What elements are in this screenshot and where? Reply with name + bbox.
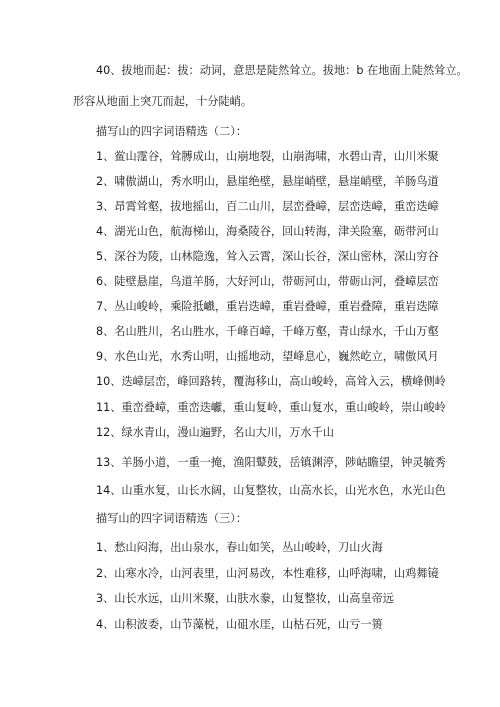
list-item: 3、昂霄耸壑，拔地摇山，百二山川，层峦叠嶂，层峦迭嶂，重峦迭嶂 <box>96 200 439 213</box>
list-item: 4、湖光山色，航海梯山，海桑陵谷，回山转海，津关险塞，砺带河山 <box>96 225 439 238</box>
list-item: 5、深谷为陵，山林隐逸，耸入云霄，深山长谷，深山密林，深山穷谷 <box>96 250 439 263</box>
list-item: 3、山长水远，山川米聚，山肤水豢，山复整妆，山高皇帝远 <box>96 592 394 605</box>
list-item: 11、重峦叠嶂，重峦迭巘，重山复岭，重山复水，重山峻岭，崇山峻岭 <box>96 401 446 414</box>
list-item: 2、山寒水冷，山河表里，山河易改，本性难移，山呼海啸，山鸡舞镜 <box>96 567 439 580</box>
list-item: 1、愁山闷海，出山泉水，春山如笑，丛山峻岭，刀山火海 <box>96 541 383 554</box>
list-item: 10、迭嶂层峦，峰回路转，覆海移山，高山峻岭，高耸入云，横峰侧岭 <box>96 375 446 388</box>
list-item: 13、羊肠小道，一重一掩，渔阳鼙鼓，岳镇渊渟，陟岵瞻望，钟灵毓秀 <box>96 456 446 469</box>
list-item: 8、名山胜川，名山胜水，千峰百嶂，千峰万壑，青山绿水，千山万壑 <box>96 325 439 338</box>
section-heading-2: 描写山的四字词语精选（二）： <box>96 125 248 138</box>
list-item: 4、山积波委，山节藻棁，山砠水厓，山枯石死，山亏一篑 <box>96 618 383 631</box>
list-item: 1、鲎山霪谷，耸膊成山，山崩地裂，山崩海啸，水碧山青，山川米聚 <box>96 150 439 163</box>
list-item: 14、山重水复，山长水阔，山复整妆，山高水长，山光水色，水光山色 <box>96 484 446 497</box>
paragraph-40-line-2: 形容从地面上突兀而起，十分陡峭。 <box>73 95 253 108</box>
list-item: 9、水色山光，水秀山明，山摇地动，望峰息心，巍然屹立，啸傲风月 <box>96 350 439 363</box>
list-item: 6、陡壁悬崖，鸟道羊肠，大好河山，带砺河山，带砺山河，叠嶂层峦 <box>96 275 439 288</box>
list-item: 7、丛山峻岭，乘险抵巇，重岩迭嶂，重岩叠嶂，重岩叠障，重岩迭障 <box>96 300 439 313</box>
list-item: 2、啸傲湖山，秀水明山，悬崖绝壁，悬崖峭壁，悬崖峭壁，羊肠鸟道 <box>96 175 439 188</box>
section-heading-3: 描写山的四字词语精选（三）： <box>96 512 248 525</box>
paragraph-40-line-1: 40、拔地而起：拔：动词，意思是陡然耸立。拔地：b 在地面上陡然耸立。 <box>96 64 468 77</box>
list-item: 12、绿水青山，漫山遍野，名山大川，万水千山 <box>96 426 334 439</box>
